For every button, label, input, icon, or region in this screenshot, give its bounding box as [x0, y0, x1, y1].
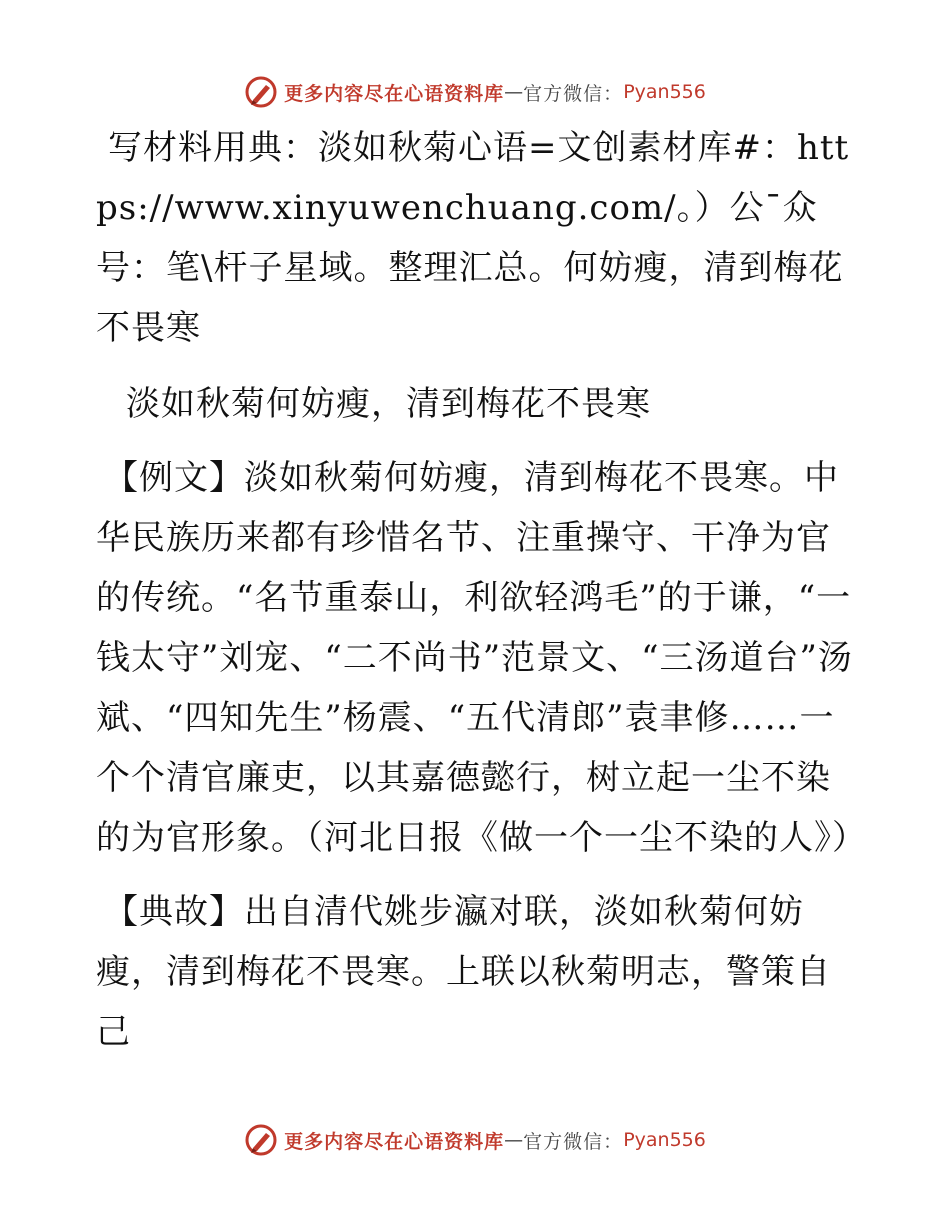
banner-wechat-id: Pyan556	[623, 1129, 706, 1151]
document-body	[96, 118, 867, 1062]
banner-text: 更多内容尽在心语资料库	[284, 82, 505, 105]
header-banner	[0, 72, 950, 112]
banner-wechat-label: 官方微信：	[523, 1130, 624, 1153]
pen-logo-icon	[244, 1123, 278, 1157]
pen-logo-icon	[244, 75, 278, 109]
banner-wechat-id: Pyan556	[623, 81, 706, 103]
intro-paragraph: 写材料用典：淡如秋菊心语=文创素材库#：https://www.xinyuwenchuang.com/。）公¯众号：笔\杆子星域。整理汇总。何妨瘦，清到梅花不畏寒	[96, 128, 850, 348]
idiom-title: 淡如秋菊何妨瘦，清到梅花不畏寒	[126, 384, 651, 424]
example-paragraph: 【例文】淡如秋菊何妨瘦，清到梅花不畏寒。中华民族历来都有珍惜名节、注重操守、干净为官的传统。“名节重泰山，利欲轻鸿毛”的于谦，“一钱太守”刘宠、“二不尚书”范景文、“三汤道台”汤斌、“四知先生”杨震、“五代清郎”袁聿修……一个个清官廉吏，以其嘉德懿行，树立起一尘不染的为官形象。（河北日报《做一个一尘不染的人》）	[96, 458, 867, 858]
banner-separator: —	[504, 1129, 524, 1151]
origin-paragraph: 【典故】出自清代姚步瀛对联，淡如秋菊何妨瘦，清到梅花不畏寒。上联以秋菊明志，警策自己	[96, 892, 831, 1052]
banner-wechat-label: 官方微信：	[523, 82, 624, 105]
banner-text: 更多内容尽在心语资料库	[284, 1130, 505, 1153]
footer-banner	[0, 1120, 950, 1160]
banner-separator: —	[504, 81, 524, 103]
